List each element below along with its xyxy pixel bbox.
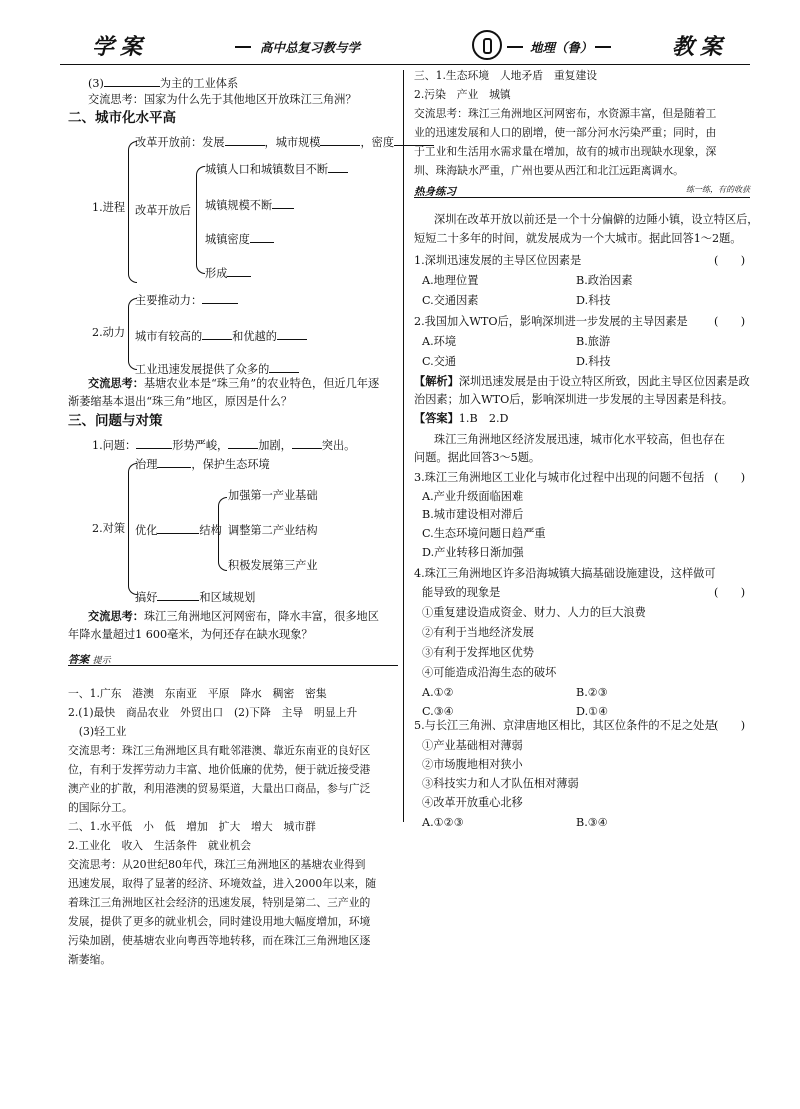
option: C.③④ bbox=[422, 705, 454, 718]
pre-reform-line: 改革开放前：发展 ，城市规模 ，密度 bbox=[135, 133, 434, 150]
intro-text-1: 深圳在改革开放以前还是一个十分偏僻的边陲小镇，设立特区后， bbox=[434, 213, 759, 226]
bracket bbox=[196, 166, 205, 274]
practice-label: 热身练习 bbox=[414, 186, 456, 198]
intro-text-3: 珠江三角洲地区经济发展迅速，城市化水平较高，但也存在 bbox=[434, 433, 725, 446]
answer-line: 圳、珠海缺水严重，广州也要从西江和北江远距离调水。 bbox=[414, 164, 684, 177]
answer-line: 的国际分工。 bbox=[68, 801, 133, 814]
question-5: 5.与长江三角洲、京津唐地区相比，其区位条件的不足之处是 bbox=[414, 719, 716, 732]
industry-system-line: (3) 为主的工业体系 bbox=[88, 74, 238, 91]
answer-line: 2.(1)最快 商品农业 外贸出口 (2)下降 主导 明显上升 bbox=[68, 706, 358, 719]
option: B.旅游 bbox=[576, 335, 611, 348]
answer-line: 发展，提供了更多的就业机会，同时建设用地大幅度增加，环境 bbox=[68, 915, 371, 928]
practice-motto: 练一练，有的收获 bbox=[686, 185, 750, 194]
option: B.城市建设相对滞后 bbox=[422, 508, 524, 521]
option: C.交通因素 bbox=[422, 294, 479, 307]
option: A.地理位置 bbox=[422, 274, 479, 287]
sector-1: 加强第一产业基础 bbox=[228, 489, 318, 502]
analysis-1: 【解析】深圳迅速发展是由于设立特区所致，因此主导区位因素是政 bbox=[414, 374, 750, 388]
answer-paren: ( ) bbox=[714, 471, 746, 484]
option: A.产业升级面临困难 bbox=[422, 490, 524, 503]
answer-line: 二、1.水平低 小 低 增加 扩大 增大 城市群 bbox=[68, 820, 316, 833]
option: A.①②③ bbox=[422, 816, 464, 829]
discussion-question-3-cont: 年降水量超过1 600毫米，为何还存在缺水现象？ bbox=[68, 628, 313, 641]
question-2: 2.我国加入WTO后，影响深圳进一步发展的主导因素是 bbox=[414, 315, 688, 328]
answer-line: 三、1.生态环境 人地矛盾 重复建设 bbox=[414, 69, 598, 82]
answer-paren: ( ) bbox=[714, 586, 746, 599]
answer-line: 一、1.广东 港澳 东南亚 平原 降水 稠密 密集 bbox=[68, 687, 327, 700]
header-rule bbox=[60, 64, 750, 65]
header-left-brand: 学案 bbox=[92, 35, 149, 60]
header-series-title: 高中总复习教与学 bbox=[260, 40, 361, 55]
divider bbox=[507, 46, 523, 48]
answer-line: 渐萎缩。 bbox=[68, 953, 112, 966]
answer-line: 于工业和生活用水需求量在增加，故有的城市出现缺水现象，深 bbox=[414, 145, 717, 158]
post-reform-item-3: 城镇密度 bbox=[205, 230, 274, 247]
driver-item-3: 工业迅速发展提供了众多的 bbox=[135, 360, 299, 377]
answer-line: (3)轻工业 bbox=[68, 725, 127, 738]
option: D.科技 bbox=[576, 355, 611, 368]
statement: ④改革开放重心北移 bbox=[422, 796, 523, 809]
answer-line: 2.污染 产业 城镇 bbox=[414, 88, 511, 101]
post-reform-item-1: 城镇人口和城镇数目不断 bbox=[205, 160, 348, 177]
answer-paren: ( ) bbox=[714, 719, 746, 732]
answer-line: 迅速发展，取得了显著的经济、环境效益，进入2000年以来，随 bbox=[68, 877, 377, 890]
answer-line: 澳产业的扩散，利用港澳的贸易渠道，大量出口商品，参与广泛 bbox=[68, 782, 371, 795]
divider bbox=[414, 197, 750, 198]
header-subject: 地理（鲁） bbox=[530, 40, 593, 55]
measure-optimize: 优化 结构 bbox=[135, 521, 222, 538]
sector-2: 调整第二产业结构 bbox=[228, 524, 318, 537]
option: B.政治因素 bbox=[576, 274, 633, 287]
option: D.科技 bbox=[576, 294, 611, 307]
answer-section-header bbox=[68, 652, 398, 666]
discussion-question-2: 交流思考：基塘农业本是“珠三角”的农业特色，但近几年逐 bbox=[88, 376, 380, 390]
divider bbox=[235, 46, 251, 48]
statement: ①重复建设造成资金、财力、人力的巨大浪费 bbox=[422, 606, 646, 619]
post-reform-item-2: 城镇规模不断 bbox=[205, 196, 294, 213]
answer-line: 污染加剧，使基塘农业向粤西等地转移，而在珠江三角洲地区逐 bbox=[68, 934, 371, 947]
measure-planning: 搞好 和区域规划 bbox=[135, 588, 255, 605]
option: C.生态环境问题日趋严重 bbox=[422, 527, 546, 540]
page-header bbox=[60, 30, 750, 64]
problems-line: 1.问题： 形势严峻， 加剧， 突出。 bbox=[92, 436, 355, 453]
statement: ②有利于当地经济发展 bbox=[422, 626, 534, 639]
bracket bbox=[218, 497, 227, 571]
column-divider bbox=[403, 70, 404, 822]
answer-paren: ( ) bbox=[714, 315, 746, 328]
statement: ①产业基础相对薄弱 bbox=[422, 739, 523, 752]
analysis-1-cont: 治因素；加入WTO后，影响深圳进一步发展的主导因素是科技。 bbox=[414, 393, 734, 406]
answer-line: 交流思考：珠江三角洲地区具有毗邻港澳、靠近东南亚的良好区 bbox=[68, 744, 371, 757]
statement: ③科技实力和人才队伍相对薄弱 bbox=[422, 777, 579, 790]
driver-item-2: 城市有较高的 和优越的 bbox=[135, 327, 307, 344]
sector-3: 积极发展第三产业 bbox=[228, 559, 318, 572]
discussion-question-3: 交流思考：珠江三角洲地区河网密布，降水丰富，很多地区 bbox=[88, 609, 379, 623]
answer-line: 位，有利于发挥劳动力丰富、地价低廉的优势，便于就近接受港 bbox=[68, 763, 371, 776]
discussion-question-1: 交流思考：国家为什么先于其他地区开放珠江三角洲？ bbox=[88, 93, 357, 106]
question-1: 1.深圳迅速发展的主导区位因素是 bbox=[414, 254, 582, 267]
post-reform-item-4: 形成 bbox=[205, 264, 251, 281]
section-heading-2: 二、城市化水平高 bbox=[68, 110, 176, 126]
question-4: 4.珠江三角洲地区许多沿海城镇大搞基础设施建设，这样做可 bbox=[414, 567, 716, 580]
right-answer-list bbox=[414, 66, 750, 180]
statement: ③有利于发挥地区优势 bbox=[422, 646, 534, 659]
divider bbox=[595, 46, 611, 48]
option: C.交通 bbox=[422, 355, 457, 368]
option: A.环境 bbox=[422, 335, 457, 348]
answer-label: 答案 提示 bbox=[68, 654, 111, 666]
post-reform-label: 改革开放后 bbox=[135, 204, 191, 217]
statement: ④可能造成沿海生态的破坏 bbox=[422, 666, 557, 679]
answer-key-1: 【答案】1.B 2.D bbox=[414, 411, 509, 425]
answer-list bbox=[68, 684, 400, 969]
intro-text-2: 短短二十多年的时间，就发展成为一个大城市。据此回答1～2题。 bbox=[414, 232, 742, 245]
divider bbox=[68, 665, 398, 666]
process-label: 1.进程 bbox=[92, 201, 126, 214]
statement: ②市场腹地相对狭小 bbox=[422, 758, 523, 771]
measures-label: 2.对策 bbox=[92, 522, 126, 535]
answer-paren: ( ) bbox=[714, 254, 746, 267]
option: A.①② bbox=[422, 686, 454, 699]
discussion-question-2-cont: 渐萎缩基本退出“珠三角”地区，原因是什么？ bbox=[68, 395, 293, 408]
answer-line: 交流思考：从20世纪80年代，珠江三角洲地区的基塘农业得到 bbox=[68, 858, 366, 871]
practice-section-header bbox=[414, 184, 750, 198]
option: D.产业转移日渐加强 bbox=[422, 546, 524, 559]
answer-line: 交流思考：珠江三角洲地区河网密布，水资源丰富，但是随着工 bbox=[414, 107, 717, 120]
measure-govern: 治理 ，保护生态环境 bbox=[135, 455, 270, 472]
option: B.②③ bbox=[576, 686, 608, 699]
section-heading-3: 三、问题与对策 bbox=[68, 413, 163, 429]
answer-line: 2.工业化 收入 生活条件 就业机会 bbox=[68, 839, 252, 852]
publisher-logo-icon bbox=[472, 30, 502, 60]
driver-label: 2.动力 bbox=[92, 326, 126, 339]
header-right-brand: 教案 bbox=[671, 35, 728, 60]
answer-line: 着珠江三角洲地区社会经济的迅速发展，特别是第二、三产业的 bbox=[68, 896, 371, 909]
question-4-cont: 能导致的现象是 bbox=[422, 586, 501, 599]
intro-text-4: 问题。据此回答3～5题。 bbox=[414, 451, 541, 464]
answer-line: 业的迅速发展和人口的剧增，使一部分河水污染严重；同时，由 bbox=[414, 126, 717, 139]
option: B.③④ bbox=[576, 816, 608, 829]
option: D.①④ bbox=[576, 705, 609, 718]
question-3: 3.珠江三角洲地区工业化与城市化过程中出现的问题不包括 bbox=[414, 471, 705, 484]
driver-item-1: 主要推动力： bbox=[135, 291, 238, 308]
